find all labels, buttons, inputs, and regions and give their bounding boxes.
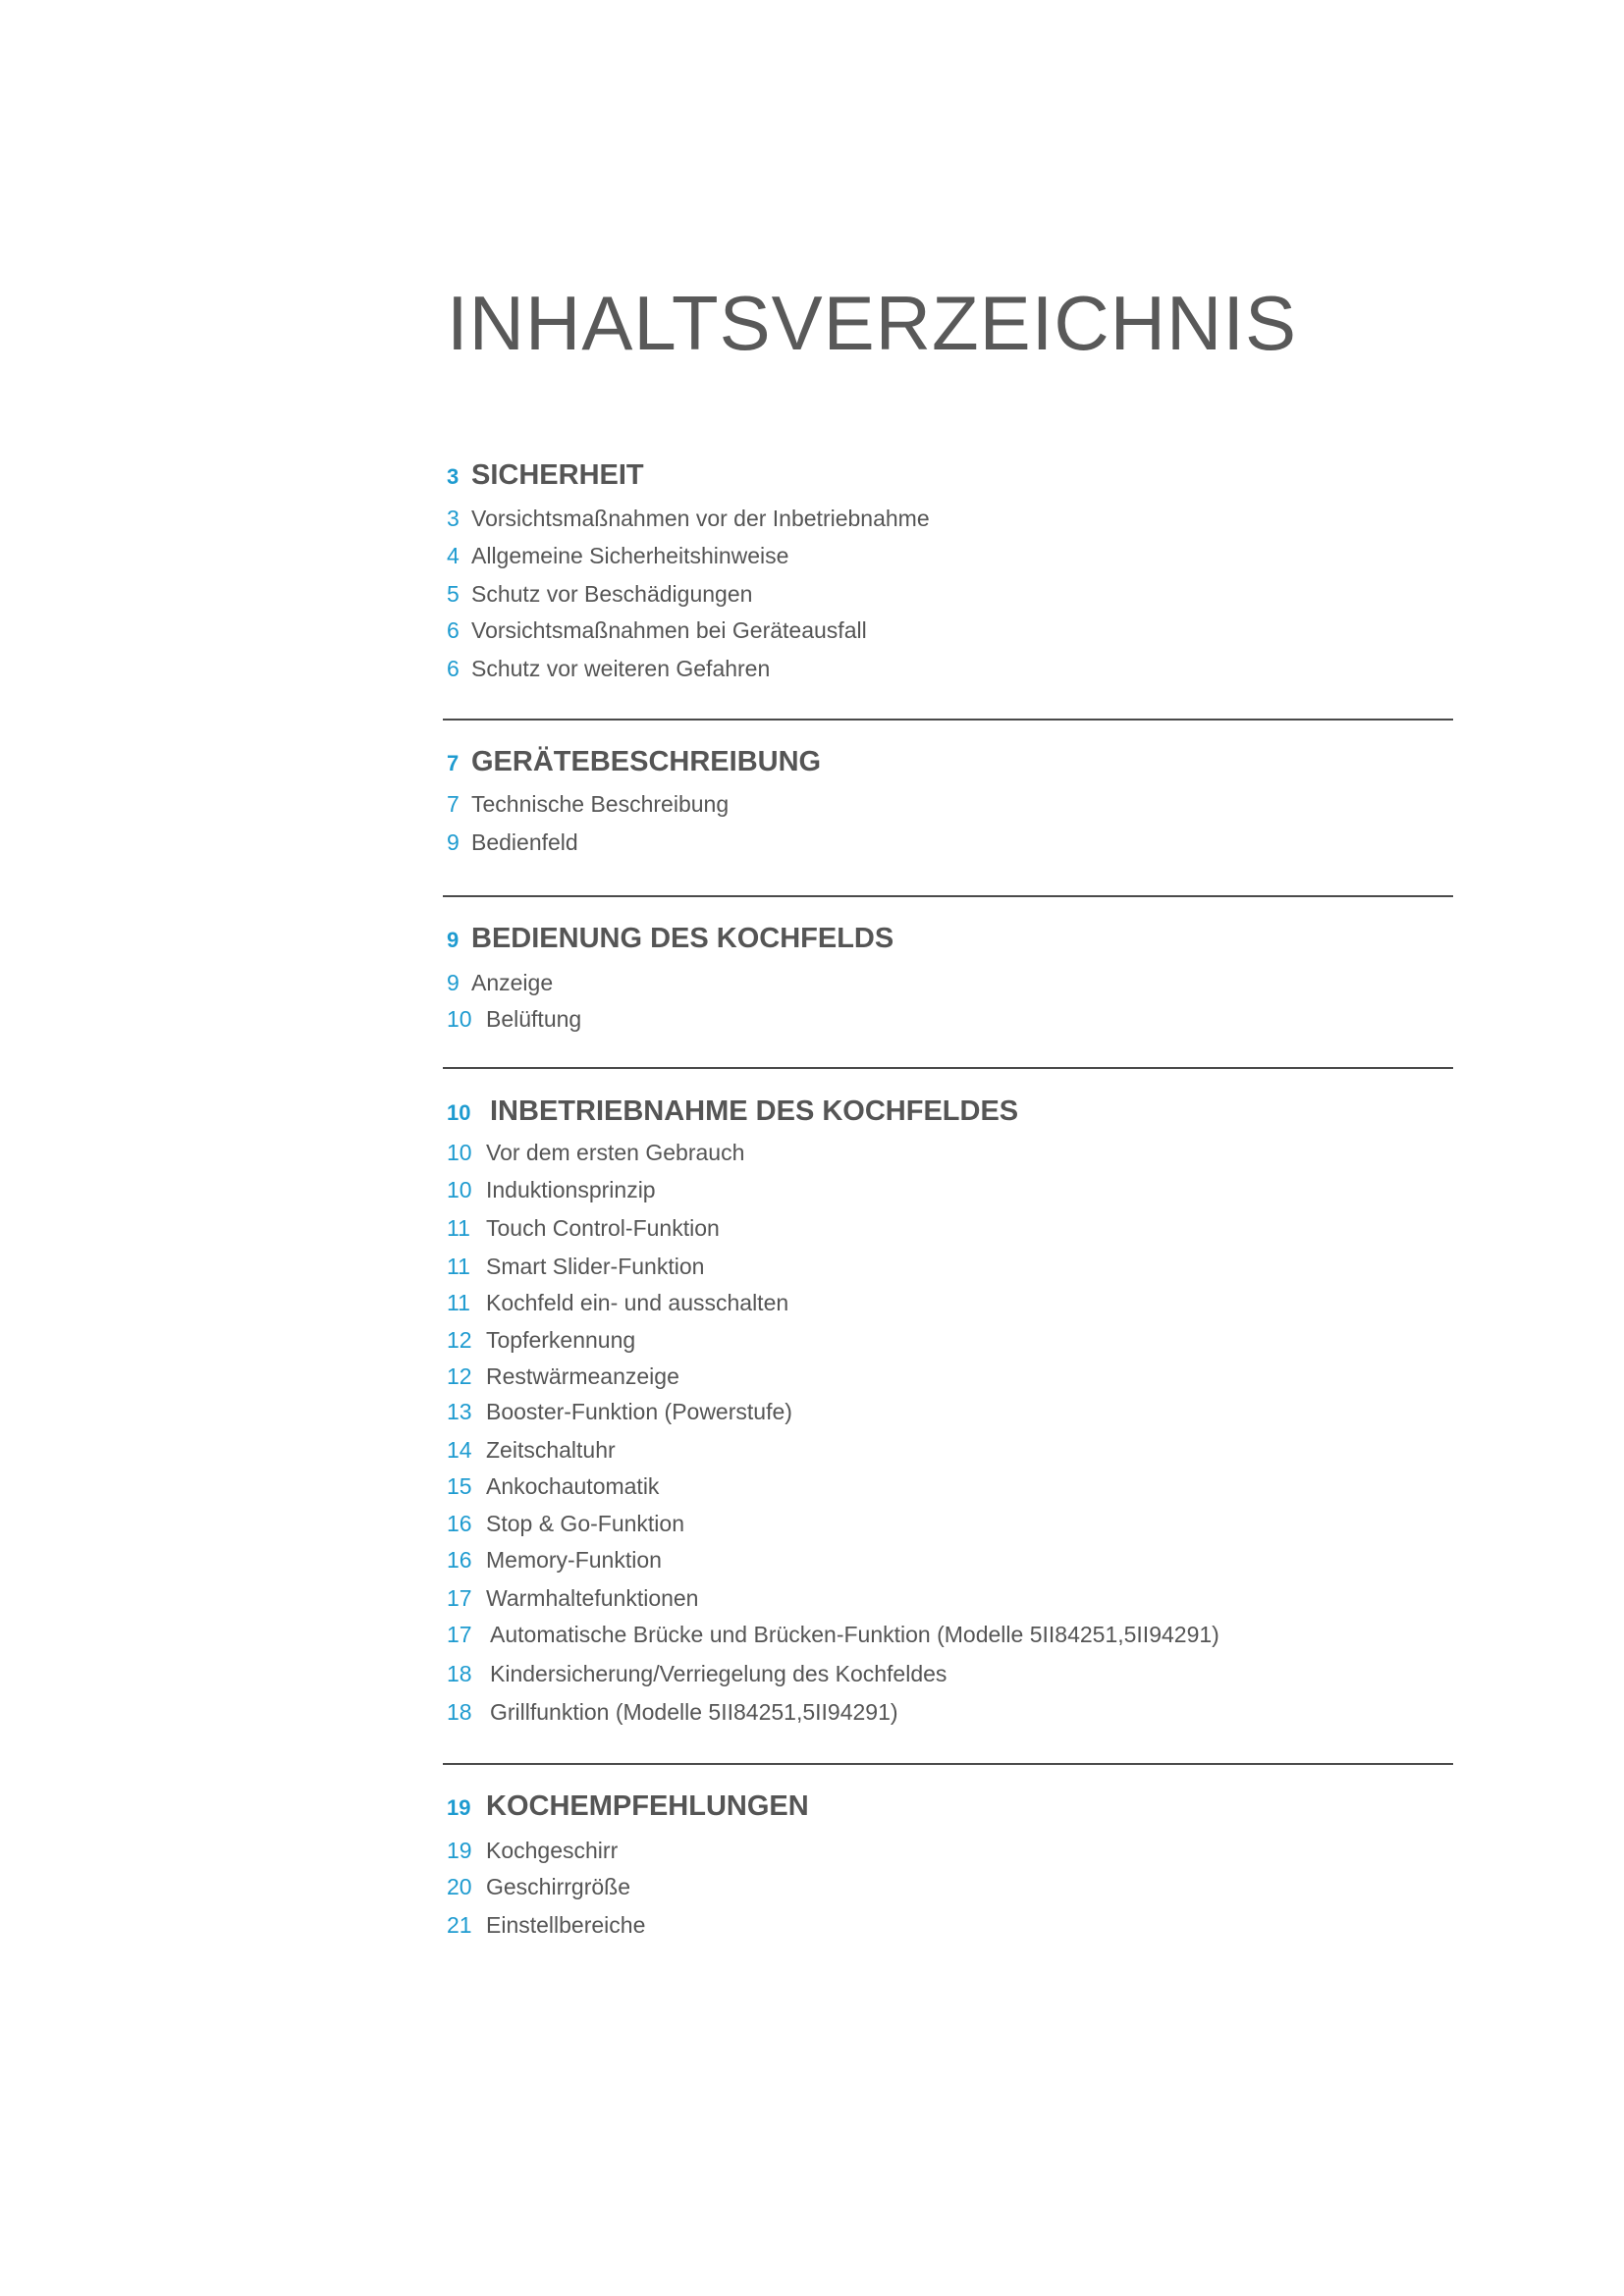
entry-page-number: 13	[447, 1399, 472, 1424]
entry-label: Kochgeschirr	[486, 1838, 619, 1863]
entry-page-number: 10	[447, 1177, 472, 1202]
toc-entry[interactable]	[447, 1365, 679, 1388]
entry-page-number: 11	[447, 1254, 470, 1279]
entry-page-number: 18	[447, 1699, 472, 1725]
entry-page-number: 6	[447, 656, 460, 681]
section-divider	[443, 719, 1453, 721]
toc-entry[interactable]	[447, 658, 770, 680]
entry-page-number: 18	[447, 1661, 472, 1686]
entry-label: Bedienfeld	[471, 829, 578, 855]
entry-page-number: 15	[447, 1473, 472, 1499]
toc-entry[interactable]	[447, 1701, 898, 1724]
toc-entry[interactable]	[447, 1914, 645, 1937]
toc-entry[interactable]	[447, 1624, 1219, 1646]
entry-page-number: 10	[447, 1140, 472, 1165]
section-divider	[443, 895, 1453, 897]
toc-entry[interactable]	[447, 1179, 656, 1201]
entry-page-number: 9	[447, 829, 460, 855]
toc-entry[interactable]	[447, 1217, 720, 1240]
entry-label: Smart Slider-Funktion	[486, 1254, 705, 1279]
section-page-number: 7	[447, 751, 460, 775]
entry-page-number: 10	[447, 1006, 472, 1032]
toc-entry[interactable]	[447, 1513, 684, 1535]
entry-label: Allgemeine Sicherheitshinweise	[471, 543, 789, 568]
entry-label: Vorsichtsmaßnahmen vor der Inbetriebnahme	[471, 506, 930, 531]
entry-label: Einstellbereiche	[486, 1912, 646, 1938]
section-title: KOCHEMPFEHLUNGEN	[486, 1790, 809, 1822]
toc-entry[interactable]	[447, 1142, 744, 1164]
toc-entry[interactable]	[447, 1255, 704, 1278]
entry-label: Topferkennung	[486, 1327, 636, 1353]
toc-section-heading[interactable]	[447, 748, 821, 776]
toc-entry[interactable]	[447, 1549, 662, 1572]
entry-label: Restwärmeanzeige	[486, 1363, 679, 1389]
entry-label: Vor dem ersten Gebrauch	[486, 1140, 745, 1165]
entry-label: Vorsichtsmaßnahmen bei Geräteausfall	[471, 617, 867, 643]
entry-label: Schutz vor Beschädigungen	[471, 581, 753, 607]
section-title: SICHERHEIT	[471, 459, 644, 491]
entry-page-number: 16	[447, 1547, 472, 1573]
toc-section-heading[interactable]	[447, 1097, 1018, 1126]
toc-entry[interactable]	[447, 831, 578, 854]
entry-page-number: 17	[447, 1622, 472, 1647]
toc-entry[interactable]	[447, 583, 752, 606]
entry-label: Induktionsprinzip	[486, 1177, 656, 1202]
toc-entry[interactable]	[447, 1329, 635, 1352]
entry-page-number: 4	[447, 543, 460, 568]
entry-label: Belüftung	[486, 1006, 582, 1032]
toc-entry[interactable]	[447, 1008, 581, 1031]
toc-entry[interactable]	[447, 1663, 947, 1685]
page-title: INHALTSVERZEICHNIS	[447, 280, 1298, 366]
entry-page-number: 11	[447, 1290, 470, 1315]
toc-entry[interactable]	[447, 545, 788, 567]
entry-page-number: 5	[447, 581, 460, 607]
entry-label: Zeitschaltuhr	[486, 1437, 616, 1463]
entry-label: Warmhaltefunktionen	[486, 1585, 699, 1611]
entry-label: Memory-Funktion	[486, 1547, 662, 1573]
section-page-number: 19	[447, 1795, 471, 1820]
section-title: INBETRIEBNAHME DES KOCHFELDES	[490, 1095, 1019, 1127]
entry-label: Automatische Brücke und Brücken-Funktion (Modelle 5II84251,5II94291)	[490, 1622, 1219, 1647]
toc-entry[interactable]	[447, 1439, 616, 1462]
entry-label: Booster-Funktion (Powerstufe)	[486, 1399, 792, 1424]
entry-page-number: 9	[447, 970, 460, 995]
toc-entry[interactable]	[447, 619, 867, 642]
entry-page-number: 3	[447, 506, 460, 531]
section-title: BEDIENUNG DES KOCHFELDS	[471, 923, 894, 954]
entry-label: Schutz vor weiteren Gefahren	[471, 656, 771, 681]
entry-label: Kindersicherung/Verriegelung des Kochfeldes	[490, 1661, 947, 1686]
toc-entry[interactable]	[447, 1840, 618, 1862]
entry-page-number: 21	[447, 1912, 472, 1938]
entry-page-number: 14	[447, 1437, 472, 1463]
entry-page-number: 12	[447, 1363, 472, 1389]
toc-entry[interactable]	[447, 1401, 792, 1423]
entry-label: Stop & Go-Funktion	[486, 1511, 684, 1536]
toc-entry[interactable]	[447, 793, 729, 816]
section-page-number: 10	[447, 1100, 471, 1125]
entry-page-number: 12	[447, 1327, 472, 1353]
toc-entry[interactable]	[447, 972, 553, 994]
entry-page-number: 6	[447, 617, 460, 643]
section-divider	[443, 1067, 1453, 1069]
toc-entry[interactable]	[447, 1876, 630, 1898]
toc-entry[interactable]	[447, 1475, 659, 1498]
section-page-number: 3	[447, 464, 460, 489]
section-page-number: 9	[447, 928, 460, 952]
section-divider	[443, 1763, 1453, 1765]
entry-label: Grillfunktion (Modelle 5II84251,5II94291)	[490, 1699, 898, 1725]
entry-page-number: 7	[447, 791, 460, 817]
section-title: GERÄTEBESCHREIBUNG	[471, 746, 822, 777]
entry-page-number: 19	[447, 1838, 472, 1863]
toc-section-heading[interactable]	[447, 1792, 809, 1821]
toc-section-heading[interactable]	[447, 925, 893, 953]
entry-label: Touch Control-Funktion	[486, 1215, 720, 1241]
entry-label: Geschirrgröße	[486, 1874, 630, 1899]
toc-section-heading[interactable]	[447, 461, 644, 490]
entry-label: Anzeige	[471, 970, 554, 995]
entry-label: Technische Beschreibung	[471, 791, 730, 817]
entry-page-number: 16	[447, 1511, 472, 1536]
toc-entry[interactable]	[447, 1587, 698, 1610]
entry-page-number: 17	[447, 1585, 472, 1611]
toc-entry[interactable]	[447, 1292, 788, 1314]
entry-label: Ankochautomatik	[486, 1473, 660, 1499]
toc-entry[interactable]	[447, 507, 930, 530]
entry-page-number: 20	[447, 1874, 472, 1899]
entry-page-number: 11	[447, 1215, 470, 1241]
entry-label: Kochfeld ein- und ausschalten	[486, 1290, 789, 1315]
